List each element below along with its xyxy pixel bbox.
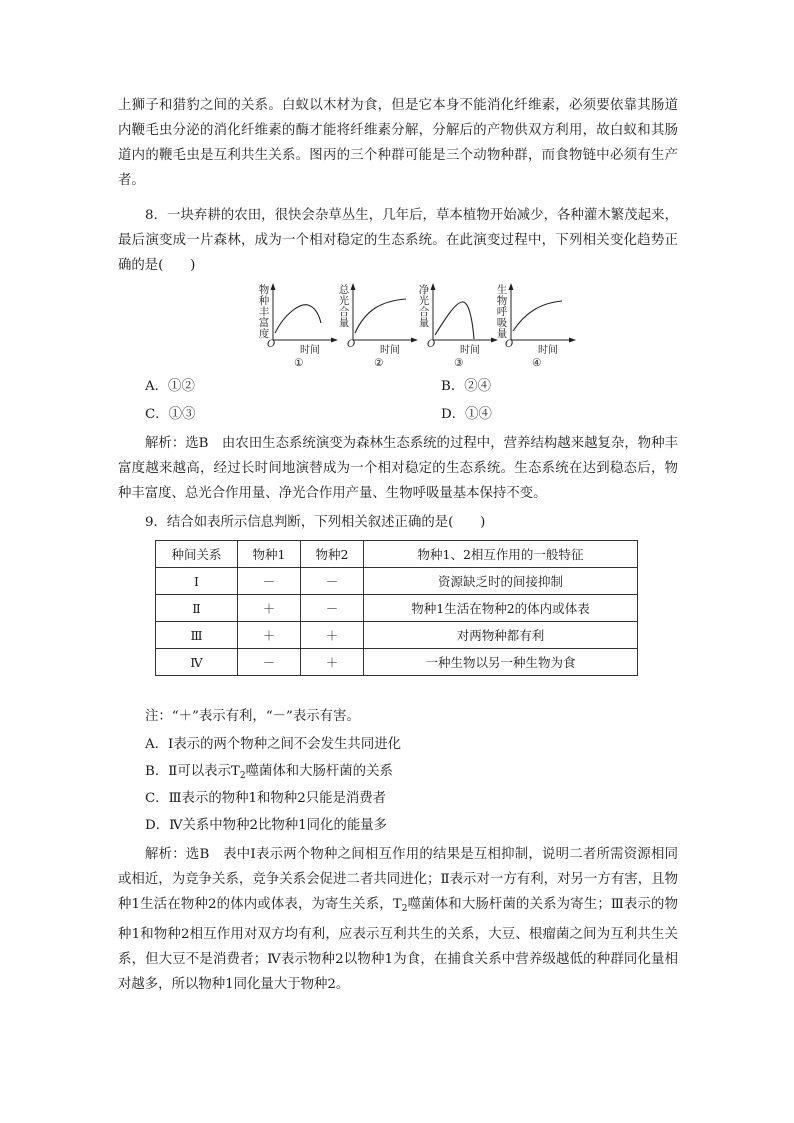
table-header-cell: 种间关系 xyxy=(156,541,238,568)
q9-option-a: A．Ⅰ表示的两个物种之间不会发生共同进化 xyxy=(145,737,401,752)
table-cell: 一种生物以另一种生物为食 xyxy=(364,649,638,676)
q9-analysis-post: 噬菌体和大肠杆菌的关系为寄生；Ⅲ表示的物种1和物种2相互作用对双方均有利，应表示互利共生的关系，大豆、根瘤菌之间为互利共生关系，但大豆不是消费者；Ⅳ表示物种2以物种1为食，在捕食关系中营养级越低的种群同化量相对越多，所以物种1同化量大于物种2。 xyxy=(118,897,678,992)
graph-4-curve xyxy=(513,301,562,331)
table-cell: Ⅰ xyxy=(156,568,238,595)
table-cell: 资源缺乏时的间接抑制 xyxy=(364,568,638,595)
table-header-cell: 物种1 xyxy=(238,541,301,568)
q9-option-b xyxy=(145,762,393,786)
q8-option-a: A．①② xyxy=(145,379,195,394)
graph-3-origin: O xyxy=(427,339,436,350)
table-cell: ＋ xyxy=(238,595,301,622)
q9-option-b-pre: B．Ⅱ可以表示T xyxy=(145,764,240,779)
graph-3-xlabel: 时间 xyxy=(460,345,480,356)
q8-option-b: B．②④ xyxy=(441,379,492,394)
graph-1-xlabel: 时间 xyxy=(300,345,320,356)
table-cell: ＋ xyxy=(238,622,301,649)
q8-stem: 8．一块弃耕的农田，很快会杂草丛生，几年后，草本植物开始减少，各种灌木繁茂起来，最后演变成一片森林，成为一个相对稳定的生态系统。在此演变过程中，下列相关变化趋势正确的是( ) xyxy=(118,208,678,273)
table-cell: ＋ xyxy=(301,622,364,649)
table-cell: 物种1生活在物种2的体内或体表 xyxy=(364,595,638,622)
graph-3-ylabel: 净光合量 xyxy=(418,284,430,329)
table-row xyxy=(156,622,638,649)
table-cell: ＋ xyxy=(301,649,364,676)
graph-1-origin: O xyxy=(267,339,276,350)
graph-4 xyxy=(496,285,574,373)
q9-stem: 9．结合如表所示信息判断，下列相关叙述正确的是( ) xyxy=(145,515,486,530)
table-cell: Ⅲ xyxy=(156,622,238,649)
graph-2-number: ② xyxy=(374,357,384,369)
graph-2 xyxy=(338,285,416,373)
q9-option-c: C．Ⅲ表示的物种1和物种2只能是消费者 xyxy=(145,791,387,806)
q9-option-d: D．Ⅳ关系中物种2比物种1同化的能量多 xyxy=(145,818,388,833)
table-cell: 对两物种都有利 xyxy=(364,622,638,649)
table-header-row xyxy=(156,541,638,568)
table-row xyxy=(156,568,638,595)
graph-3-curve xyxy=(435,302,474,339)
q9-analysis xyxy=(118,842,678,997)
graph-2-ylabel: 总光合量 xyxy=(338,284,350,329)
q9-option-b-post: 噬菌体和大肠杆菌的关系 xyxy=(245,764,393,779)
q9-note: 注：“＋”表示有利，“－”表示有害。 xyxy=(145,709,360,724)
graph-4-xlabel: 时间 xyxy=(538,345,558,356)
graph-4-ylabel: 生物呼吸量 xyxy=(496,284,508,340)
graph-1-number: ① xyxy=(294,357,304,369)
graph-1-curve xyxy=(275,305,321,333)
table-cell: － xyxy=(301,595,364,622)
table-row xyxy=(156,595,638,622)
q9-option-b-sub: 2 xyxy=(239,771,246,781)
table-header-cell: 物种2 xyxy=(301,541,364,568)
q9-relations-table xyxy=(155,540,638,676)
table-cell: Ⅱ xyxy=(156,595,238,622)
graph-2-curve xyxy=(355,299,406,333)
graph-2-origin: O xyxy=(347,339,356,350)
table-cell: Ⅳ xyxy=(156,649,238,676)
graph-4-origin: O xyxy=(505,339,514,350)
graph-1 xyxy=(258,285,336,373)
table-row xyxy=(156,649,638,676)
q8-option-d: D．①④ xyxy=(441,407,492,422)
q9-analysis-pre: 解析：选B 表中Ⅰ表示两个物种之间相互作用的结果是互相抑制，说明二者所需资源相同或相近，为竞争关系，竞争关系会促进二者共同进化；Ⅱ表示对一方有利，对另一方有害，且物种1生活在物种2的体内或体表，为寄生关系，T xyxy=(118,847,678,912)
graph-1-ylabel: 物种丰富度 xyxy=(258,284,270,340)
q9-analysis-sub: 2 xyxy=(401,904,408,914)
table-cell: － xyxy=(238,568,301,595)
graph-2-xlabel: 时间 xyxy=(380,345,400,356)
table-header-cell: 物种1、2相互作用的一般特征 xyxy=(364,541,638,568)
graph-3 xyxy=(418,285,496,373)
intro-paragraph: 上狮子和猎豹之间的关系。白蚁以木材为食，但是它本身不能消化纤维素，必须要依靠其肠道内鞭毛虫分泌的消化纤维素的酶才能将纤维素分解，分解后的产物供双方利用，故白蚁和其肠道内的鞭毛虫是互利共生关系。图丙的三个种群可能是三个动物种群，而食物链中必须有生产者。 xyxy=(118,98,678,188)
table-cell: － xyxy=(238,649,301,676)
table-cell: － xyxy=(301,568,364,595)
q8-option-c: C．①③ xyxy=(145,407,196,422)
graph-4-number: ④ xyxy=(532,357,542,369)
graph-3-number: ③ xyxy=(454,357,464,369)
q8-analysis: 解析：选B 由农田生态系统演变为森林生态系统的过程中，营养结构越来越复杂，物种丰富度越来越高，经过长时间地演替成为一个相对稳定的生态系统。生态系统在达到稳态后，物种丰富度、总光合作用量、净光合作用产量、生物呼吸量基本保持不变。 xyxy=(118,436,678,501)
